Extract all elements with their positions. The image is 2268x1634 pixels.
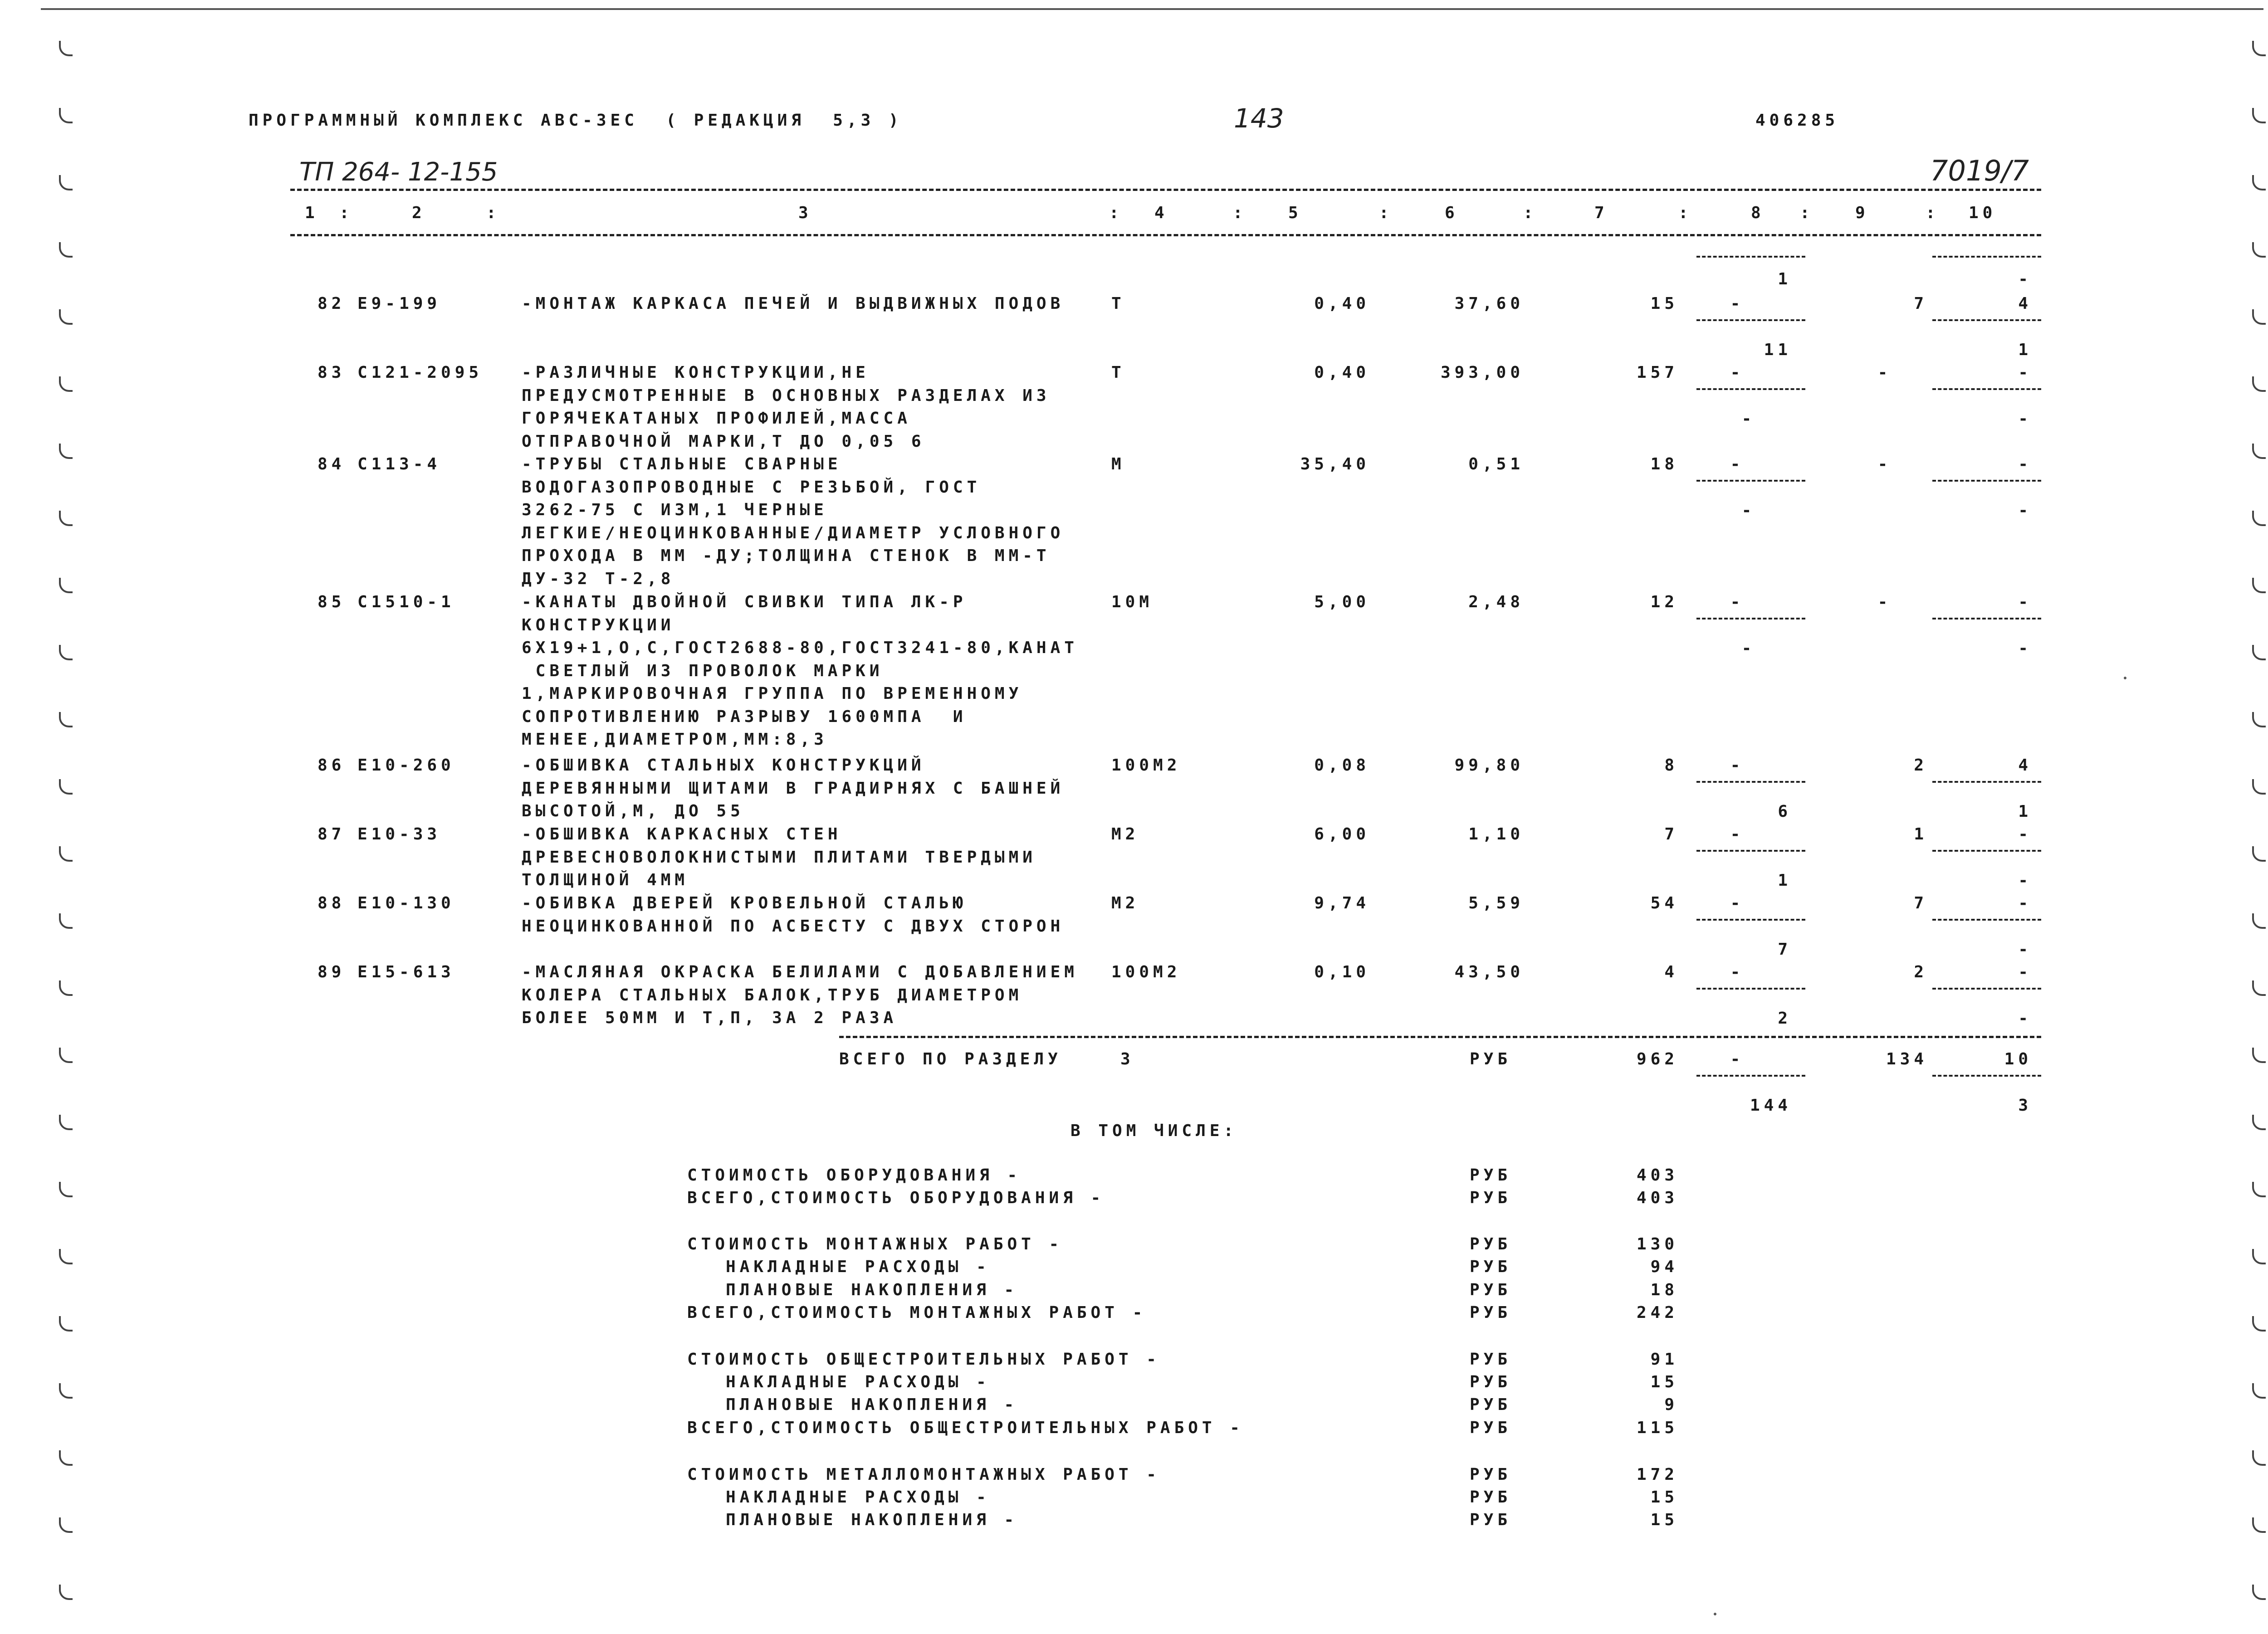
col10-mid: -: [2018, 894, 2032, 912]
feed-hole: [2252, 913, 2266, 929]
summary-label: НАКЛАДНЫЕ РАСХОДЫ -: [726, 1373, 990, 1391]
total-rule: [839, 1036, 2041, 1038]
feed-hole: [59, 309, 73, 325]
col10-rule: [1932, 480, 2041, 482]
column-header: 1: [305, 204, 319, 222]
feed-hole: [59, 913, 73, 929]
col9: 2: [1914, 756, 1928, 775]
feed-hole: [2252, 645, 2266, 660]
work-description: МЕНЕЕ,ДИАМЕТРОМ,ММ:8,3: [522, 730, 828, 749]
summary-unit: РУБ: [1470, 1465, 1512, 1484]
unit: 10М: [1111, 593, 1154, 611]
col8-bot: -: [1741, 639, 1756, 658]
feed-hole: [59, 1249, 73, 1264]
feed-hole: [2252, 242, 2266, 258]
col9: -: [1877, 455, 1892, 473]
feed-hole: [2252, 1182, 2266, 1197]
col10-mid: -: [2018, 593, 2032, 611]
work-description: 3262-75 С ИЗМ,1 ЧЕРНЫЕ: [522, 501, 828, 519]
col8-rule: [1696, 256, 1805, 258]
unit: Т: [1111, 294, 1125, 313]
unit-price: 2,48: [1468, 593, 1524, 611]
col10-bot: -: [2018, 871, 2032, 890]
unit-price: 5,59: [1468, 894, 1524, 912]
including-label: В ТОМ ЧИСЛЕ:: [1070, 1122, 1238, 1140]
column-header: 7: [1594, 204, 1608, 222]
col10-bot: -: [2018, 1009, 2032, 1028]
feed-hole: [59, 779, 73, 795]
feed-hole: [2252, 712, 2266, 727]
work-description: -КАНАТЫ ДВОЙНОЙ СВИВКИ ТИПА ЛК-Р: [522, 593, 967, 611]
quantity: 5,00: [1314, 593, 1370, 611]
col10-bot: -: [2018, 410, 2032, 428]
col10-rule: [1932, 919, 2041, 921]
feed-hole: [59, 1115, 73, 1130]
norm-code: С121-2095: [357, 363, 483, 382]
section-total-col10-bot: 3: [2018, 1096, 2032, 1115]
row-number: 83: [318, 363, 346, 382]
col10-rule: [1932, 388, 2041, 390]
total-cost: 4: [1664, 963, 1678, 981]
norm-code: Е15-613: [357, 963, 455, 981]
unit-price: 1,10: [1468, 825, 1524, 844]
work-description: ВЫСОТОЙ,М, ДО 55: [522, 802, 744, 820]
feed-hole: [59, 980, 73, 996]
column-separator: :: [486, 204, 500, 222]
summary-unit: РУБ: [1470, 1419, 1512, 1437]
col10-rule: [1932, 319, 2041, 321]
summary-label: СТОИМОСТЬ ОБОРУДОВАНИЯ -: [687, 1166, 1022, 1185]
summary-value: 403: [1636, 1166, 1678, 1185]
summary-value: 91: [1650, 1350, 1678, 1369]
work-description: КОНСТРУКЦИИ: [522, 615, 675, 634]
feed-hole: [59, 1450, 73, 1466]
work-description: -ОБШИВКА СТАЛЬНЫХ КОНСТРУКЦИЙ: [522, 756, 925, 775]
col10-bot: -: [2018, 940, 2032, 959]
col10-rule: [1932, 256, 2041, 258]
work-description: 6Х19+1,О,С,ГОСТ2688-80,ГОСТ3241-80,КАНАТ: [522, 639, 1078, 657]
work-description: ДУ-32 Т-2,8: [522, 569, 675, 588]
col8-rule: [1696, 319, 1805, 321]
feed-hole: [2252, 1585, 2266, 1600]
summary-value: 18: [1650, 1281, 1678, 1299]
column-separator: :: [1233, 204, 1247, 222]
total-cost: 8: [1664, 756, 1678, 775]
feed-hole: [2252, 444, 2266, 459]
total-cost: 15: [1650, 294, 1678, 313]
col8-mid: -: [1730, 825, 1745, 844]
feed-hole: [59, 1182, 73, 1197]
summary-value: 130: [1636, 1235, 1678, 1254]
col9: 2: [1914, 963, 1928, 981]
section-total-col9: 134: [1886, 1050, 1928, 1068]
col8-mid: -: [1730, 363, 1745, 382]
quantity: 0,08: [1314, 756, 1370, 775]
col8-rule: [1696, 388, 1805, 390]
col10-bot: -: [2018, 501, 2032, 520]
column-separator: :: [1109, 204, 1123, 222]
norm-code: Е10-260: [357, 756, 455, 775]
column-header: 2: [412, 204, 426, 222]
unit: 100М2: [1111, 963, 1181, 981]
summary-unit: РУБ: [1470, 1350, 1512, 1369]
col10-mid: -: [2018, 963, 2032, 981]
section-total-col8-mid: -: [1730, 1050, 1745, 1068]
section-total-unit: РУБ: [1470, 1050, 1512, 1068]
col8-bot: -: [1741, 410, 1756, 428]
row-number: 85: [318, 593, 346, 611]
total-cost: 18: [1650, 455, 1678, 473]
work-description: -ОБИВКА ДВЕРЕЙ КРОВЕЛЬНОЙ СТАЛЬЮ: [522, 894, 967, 912]
total-cost: 157: [1636, 363, 1678, 382]
feed-hole: [2252, 1517, 2266, 1533]
summary-unit: РУБ: [1470, 1235, 1512, 1254]
total-cost: 12: [1650, 593, 1678, 611]
work-description: ПРЕДУСМОТРЕННЫЕ В ОСНОВНЫХ РАЗДЕЛАХ ИЗ: [522, 386, 1051, 405]
work-description: КОЛЕРА СТАЛЬНЫХ БАЛОК,ТРУБ ДИАМЕТРОМ: [522, 985, 1023, 1005]
section-total-col10-mid: 10: [2004, 1050, 2032, 1068]
work-description: 1,МАРКИРОВОЧНАЯ ГРУППА ПО ВРЕМЕННОМУ: [522, 684, 1023, 703]
col8-mid: -: [1730, 455, 1745, 473]
col8-top: 1: [1778, 270, 1792, 288]
column-separator: :: [339, 204, 353, 222]
feed-hole: [2252, 175, 2266, 190]
feed-hole: [59, 108, 73, 123]
col8-mid: -: [1730, 593, 1745, 611]
work-description: ПРОХОДА В ММ -ДУ;ТОЛЩИНА СТЕНОК В ММ-Т: [522, 546, 1051, 565]
unit: М: [1111, 455, 1125, 473]
summary-label: СТОИМОСТЬ ОБЩЕСТРОИТЕЛЬНЫХ РАБОТ -: [687, 1350, 1160, 1369]
quantity: 0,40: [1314, 294, 1370, 313]
feed-hole: [2252, 1383, 2266, 1399]
feed-hole: [59, 578, 73, 593]
section-total-count: 3: [1120, 1050, 1134, 1068]
feed-hole: [59, 444, 73, 459]
col8-bot: 11: [1764, 341, 1792, 359]
feed-hole: [59, 1316, 73, 1332]
work-description: -МАСЛЯНАЯ ОКРАСКА БЕЛИЛАМИ С ДОБАВЛЕНИЕМ: [522, 963, 1078, 981]
feed-hole: [59, 242, 73, 258]
col10-mid: -: [2018, 825, 2032, 844]
work-description: ЛЕГКИЕ/НЕОЦИНКОВАННЫЕ/ДИАМЕТР УСЛОВНОГО: [522, 523, 1065, 542]
col9: 1: [1914, 825, 1928, 844]
column-header: 8: [1751, 204, 1765, 222]
unit-price: 37,60: [1454, 294, 1524, 313]
summary-label: ВСЕГО,СТОИМОСТЬ ОБЩЕСТРОИТЕЛЬНЫХ РАБОТ -: [687, 1419, 1244, 1437]
section-total-label: ВСЕГО ПО РАЗДЕЛУ: [839, 1050, 1062, 1068]
col9: -: [1877, 363, 1892, 382]
summary-label: НАКЛАДНЫЕ РАСХОДЫ -: [726, 1488, 990, 1507]
feed-hole: [2252, 108, 2266, 123]
summary-value: 115: [1636, 1419, 1678, 1437]
feed-hole: [2252, 511, 2266, 526]
summary-label: ПЛАНОВЫЕ НАКОПЛЕНИЯ -: [726, 1281, 1018, 1299]
work-description: СОПРОТИВЛЕНИЮ РАЗРЫВУ 1600МПА И: [522, 707, 967, 726]
summary-unit: РУБ: [1470, 1166, 1512, 1185]
feed-hole: [2252, 1249, 2266, 1264]
work-description: СВЕТЛЫЙ ИЗ ПРОВОЛОК МАРКИ: [522, 661, 884, 680]
summary-label: ПЛАНОВЫЕ НАКОПЛЕНИЯ -: [726, 1395, 1018, 1414]
col10-rule: [1932, 988, 2041, 990]
feed-hole: [2252, 1450, 2266, 1466]
summary-value: 172: [1636, 1465, 1678, 1484]
col8-mid: -: [1730, 756, 1745, 775]
col8-rule: [1696, 1075, 1805, 1077]
col10-top: -: [2018, 270, 2032, 288]
col9: -: [1877, 593, 1892, 611]
feed-hole: [59, 41, 73, 56]
feed-hole: [59, 376, 73, 392]
work-description: БОЛЕЕ 50ММ И Т,П, ЗА 2 РАЗА: [522, 1009, 898, 1027]
col10-mid: -: [2018, 455, 2032, 473]
column-separator: :: [1678, 204, 1692, 222]
col10-bot: 1: [2018, 802, 2032, 821]
summary-value: 15: [1650, 1511, 1678, 1529]
feed-hole: [59, 1048, 73, 1063]
column-separator: :: [1926, 204, 1940, 222]
col8-mid: -: [1730, 894, 1745, 912]
col8-bot: 7: [1778, 940, 1792, 959]
col10-rule: [1932, 781, 2041, 783]
section-total-sum: 962: [1636, 1050, 1678, 1068]
summary-unit: РУБ: [1470, 1281, 1512, 1299]
feed-hole: [2252, 1048, 2266, 1063]
ink-dot: [1714, 1613, 1716, 1615]
col8-rule: [1696, 850, 1805, 852]
work-description: ВОДОГАЗОПРОВОДНЫЕ С РЕЗЬБОЙ, ГОСТ: [522, 478, 981, 497]
col10-mid: 4: [2018, 294, 2032, 313]
column-separator: :: [1379, 204, 1393, 222]
row-number: 87: [318, 825, 346, 844]
column-header: 6: [1445, 204, 1459, 222]
summary-unit: РУБ: [1470, 1488, 1512, 1507]
feed-hole: [2252, 376, 2266, 392]
work-description: -ОБШИВКА КАРКАСНЫХ СТЕН: [522, 825, 842, 844]
summary-label: ПЛАНОВЫЕ НАКОПЛЕНИЯ -: [726, 1511, 1018, 1529]
feed-hole: [59, 645, 73, 660]
header-rule-bottom: [290, 234, 2041, 236]
quantity: 9,74: [1314, 894, 1370, 912]
col8-rule: [1696, 480, 1805, 482]
col8-mid: -: [1730, 963, 1745, 981]
page-number: 143: [1234, 103, 1284, 134]
work-description: -МОНТАЖ КАРКАСА ПЕЧЕЙ И ВЫДВИЖНЫХ ПОДОВ: [522, 294, 1065, 313]
col8-rule: [1696, 988, 1805, 990]
feed-hole: [2252, 41, 2266, 56]
col10-bot: -: [2018, 639, 2032, 658]
summary-unit: РУБ: [1470, 1511, 1512, 1529]
col8-bot: -: [1741, 501, 1756, 520]
col10-rule: [1932, 618, 2041, 619]
col10-rule: [1932, 850, 2041, 852]
col8-mid: -: [1730, 294, 1745, 313]
summary-label: ВСЕГО,СТОИМОСТЬ ОБОРУДОВАНИЯ -: [687, 1189, 1105, 1207]
col8-rule: [1696, 781, 1805, 783]
col10-mid: -: [2018, 363, 2032, 382]
feed-hole: [2252, 846, 2266, 862]
row-number: 89: [318, 963, 346, 981]
norm-code: С113-4: [357, 455, 441, 473]
summary-unit: РУБ: [1470, 1395, 1512, 1414]
work-description: ГОРЯЧЕКАТАНЫХ ПРОФИЛЕЙ,МАССА: [522, 409, 911, 428]
summary-value: 242: [1636, 1303, 1678, 1322]
norm-code: Е10-130: [357, 894, 455, 912]
top-edge-line: [41, 8, 2263, 10]
unit-price: 43,50: [1454, 963, 1524, 981]
column-header: 3: [798, 204, 812, 222]
document-code: 406285: [1755, 111, 1839, 130]
summary-label: НАКЛАДНЫЕ РАСХОДЫ -: [726, 1258, 990, 1276]
col9: 7: [1914, 894, 1928, 912]
col8-bot: 6: [1778, 802, 1792, 821]
row-number: 84: [318, 455, 346, 473]
column-separator: :: [1800, 204, 1814, 222]
row-number: 86: [318, 756, 346, 775]
total-cost: 54: [1650, 894, 1678, 912]
col8-bot: 1: [1778, 871, 1792, 890]
col10-rule: [1932, 1075, 2041, 1077]
column-header: 10: [1969, 204, 1997, 222]
feed-hole: [2252, 1316, 2266, 1332]
summary-label: СТОИМОСТЬ МЕТАЛЛОМОНТАЖНЫХ РАБОТ -: [687, 1465, 1160, 1484]
unit: Т: [1111, 363, 1125, 382]
column-header: 4: [1154, 204, 1168, 222]
summary-unit: РУБ: [1470, 1373, 1512, 1391]
feed-hole: [59, 1585, 73, 1600]
norm-code: Е9-199: [357, 294, 441, 313]
column-separator: :: [1523, 204, 1537, 222]
unit: М2: [1111, 894, 1139, 912]
feed-hole: [2252, 980, 2266, 996]
summary-value: 15: [1650, 1373, 1678, 1391]
header-rule-top: [290, 189, 2041, 191]
work-description: ТОЛЩИНОЙ 4ММ: [522, 871, 689, 889]
row-number: 88: [318, 894, 346, 912]
summary-unit: РУБ: [1470, 1258, 1512, 1276]
sheet-number: 7019/7: [1930, 154, 2029, 187]
feed-hole: [2252, 1115, 2266, 1130]
work-description: НЕОЦИНКОВАННОЙ ПО АСБЕСТУ С ДВУХ СТОРОН: [522, 917, 1065, 936]
section-total-col8-bot: 144: [1750, 1096, 1792, 1115]
summary-label: СТОИМОСТЬ МОНТАЖНЫХ РАБОТ -: [687, 1235, 1063, 1254]
quantity: 6,00: [1314, 825, 1370, 844]
unit: М2: [1111, 825, 1139, 844]
summary-value: 94: [1650, 1258, 1678, 1276]
work-description: ОТПРАВОЧНОЙ МАРКИ,Т ДО 0,05 6: [522, 432, 925, 451]
col10-bot: 1: [2018, 341, 2032, 359]
norm-code: С1510-1: [357, 593, 455, 611]
quantity: 35,40: [1300, 455, 1370, 473]
summary-unit: РУБ: [1470, 1189, 1512, 1207]
norm-code: Е10-33: [357, 825, 441, 844]
col9: 7: [1914, 294, 1928, 313]
feed-hole: [59, 1383, 73, 1399]
summary-label: ВСЕГО,СТОИМОСТЬ МОНТАЖНЫХ РАБОТ -: [687, 1303, 1147, 1322]
total-cost: 7: [1664, 825, 1678, 844]
feed-hole: [59, 846, 73, 862]
work-description: -ТРУБЫ СТАЛЬНЫЕ СВАРНЫЕ: [522, 455, 842, 473]
summary-value: 9: [1664, 1395, 1678, 1414]
col8-bot: 2: [1778, 1009, 1792, 1028]
summary-value: 403: [1636, 1189, 1678, 1207]
feed-hole: [59, 1517, 73, 1533]
program-title: ПРОГРАММНЫЙ КОМПЛЕКС АВС-3ЕС ( РЕДАКЦИЯ 5,3 ): [249, 111, 903, 130]
quantity: 0,10: [1314, 963, 1370, 981]
work-description: ДРЕВЕСНОВОЛОКНИСТЫМИ ПЛИТАМИ ТВЕРДЫМИ: [522, 848, 1036, 867]
column-header: 9: [1855, 204, 1869, 222]
unit-price: 393,00: [1440, 363, 1524, 382]
feed-hole: [2252, 779, 2266, 795]
ink-dot: [2124, 677, 2126, 679]
column-header: 5: [1288, 204, 1302, 222]
work-description: -РАЗЛИЧНЫЕ КОНСТРУКЦИИ,НЕ: [522, 363, 870, 382]
summary-value: 15: [1650, 1488, 1678, 1507]
work-description: ДЕРЕВЯННЫМИ ЩИТАМИ В ГРАДИРНЯХ С БАШНЕЙ: [522, 779, 1065, 798]
unit-price: 0,51: [1468, 455, 1524, 473]
unit: 100М2: [1111, 756, 1181, 775]
feed-hole: [2252, 578, 2266, 593]
feed-hole: [2252, 309, 2266, 325]
feed-hole: [59, 712, 73, 727]
feed-hole: [59, 511, 73, 526]
project-number: ТП 264- 12-155: [299, 157, 498, 187]
feed-hole: [59, 175, 73, 190]
col8-rule: [1696, 618, 1805, 619]
col8-rule: [1696, 919, 1805, 921]
row-number: 82: [318, 294, 346, 313]
unit-price: 99,80: [1454, 756, 1524, 775]
summary-unit: РУБ: [1470, 1303, 1512, 1322]
quantity: 0,40: [1314, 363, 1370, 382]
col10-mid: 4: [2018, 756, 2032, 775]
